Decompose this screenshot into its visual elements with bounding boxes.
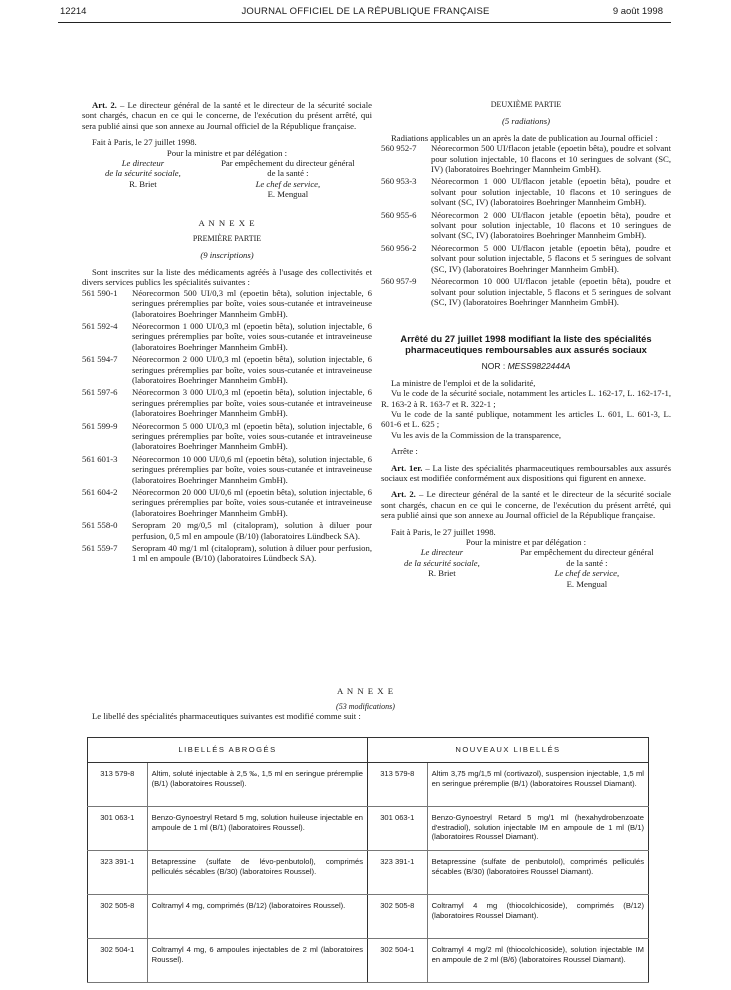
list-item bbox=[82, 321, 372, 352]
entry-code: 561 597-6 bbox=[82, 387, 118, 398]
right-part-count: (5 radiations) bbox=[501, 116, 551, 127]
table-row bbox=[88, 895, 649, 939]
cell-new-label: Altim 3,75 mg/1,5 ml (cortivazol), suspension injectable, 1,5 ml en seringue préremplie (B/1) (laboratoires Roussel Diamant). bbox=[427, 763, 648, 807]
cell-old-label: Altim, soluté injectable à 2,5 ‰, 1,5 ml en seringue préremplie (B/1) (laboratoires Roussel). bbox=[147, 763, 367, 807]
list-item bbox=[82, 454, 372, 485]
entry-text: Néorecormon 5 000 UI/flacon jetable (epoetin bêta), poudre et solvant pour solution injectable, 5 flacons et 5 seringues de solvant (SC, IV) (laboratoires Boehringer Mannheim GmbH). bbox=[431, 242, 671, 274]
cell-code-new: 302 504-1 bbox=[368, 939, 428, 983]
entry-code: 560 952-7 bbox=[381, 143, 417, 154]
cell-code-old: 323 391-1 bbox=[88, 851, 148, 895]
cell-old-label: Coltramyl 4 mg, 6 ampoules injectables de 2 ml (laboratoires Roussel). bbox=[147, 939, 367, 983]
list-item bbox=[82, 288, 372, 319]
page-header bbox=[0, 6, 731, 22]
left-part-count: (9 inscriptions) bbox=[200, 250, 254, 261]
decree-title: Arrêté du 27 juillet 1998 modifiant la liste des spécialités pharmaceutiques remboursables aux assurés sociaux bbox=[400, 333, 652, 356]
left-intro: Sont inscrites sur la liste des médicaments agréés à l'usage des collectivités et divers services publics les spécialités suivantes : bbox=[82, 266, 372, 288]
left-fait: Fait à Paris, le 27 juillet 1998. bbox=[92, 137, 197, 148]
cell-code-old: 313 579-8 bbox=[88, 763, 148, 807]
entry-code: 560 956-2 bbox=[381, 242, 417, 253]
entry-text: Néorecormon 500 UI/flacon jetable (epoetin bêta), poudre et solvant pour solution injectable, 10 flacons et 10 seringues de solvant (SC, IV) (laboratoires Boehringer Mannheim GmbH). bbox=[431, 143, 671, 175]
entry-text: Néorecormon 10 000 UI/0,6 ml (epoetin bêta), solution injectable, 6 seringues préremplies par boîte, voies sous-cutanée et intraveineuse (laboratoires Boehringer Mannheim GmbH). bbox=[132, 453, 372, 485]
entry-text: Néorecormon 2 000 UI/0,3 ml (epoetin bêta), solution injectable, 6 seringues préremplies par boîte, voies sous-cutanée et intraveineuse (laboratoires Boehringer Mannheim GmbH). bbox=[132, 354, 372, 385]
table-row bbox=[88, 763, 649, 807]
left-signature-briet: R. Briet bbox=[129, 178, 157, 189]
entry-text: Seropram 40 mg/1 ml (citalopram), solution à diluer pour perfusion, 1 ml en ampoule (B/10) (laboratoires Lündbeck SA). bbox=[132, 543, 372, 564]
entry-text: Néorecormon 10 000 UI/flacon jetable (epoetin bêta), poudre et solvant pour solution injectable, 5 flacons et 5 seringues de solvant (SC, IV) (laboratoires Boehringer Mannheim GmbH). bbox=[431, 276, 671, 307]
cell-new-label: Coltramyl 4 mg/2 ml (thiocolchicoside), solution injectable IM en ampoule de 2 ml (B/6) (laboratoires Roussel Diamant). bbox=[427, 939, 648, 983]
list-item bbox=[381, 176, 671, 207]
left-entries bbox=[82, 288, 372, 564]
right-pour: Pour la ministre et par délégation : bbox=[465, 537, 587, 547]
entry-text: Néorecormon 5 000 UI/0,3 ml (epoetin bêta), solution injectable, 6 seringues préremplies par boîte, voies sous-cutanée et intraveineuse (laboratoires Boehringer Mannheim GmbH). bbox=[132, 420, 372, 452]
entry-code: 561 594-7 bbox=[82, 354, 118, 365]
entry-text: Néorecormon 20 000 UI/0,6 ml (epoetin bêta), solution injectable, 6 seringues préremplies par boîte, voies sous-cutanée et intraveineuse (laboratoires Boehringer Mannheim GmbH). bbox=[132, 487, 372, 518]
entry-code: 561 592-4 bbox=[82, 320, 118, 331]
cell-code-new: 302 505-8 bbox=[368, 895, 428, 939]
entry-text: Néorecormon 500 UI/0,3 ml (epoetin bêta), solution injectable, 6 seringues préremplies par boîte, voies sous-cutanée et intraveineuse (laboratoires Boehringer Mannheim GmbH). bbox=[132, 287, 372, 319]
cell-code-old: 302 504-1 bbox=[88, 939, 148, 983]
right-column: DEUXIÈME PARTIE (5 radiations) Radiations applicables un an après la date de publication au Journal officiel : 560 952-7 Néorecormon 500 UI/flacon jetable (epoetin bêta), poudre et solvant pour solution injectable, 10 flacons et 10 seringues de solvant (SC, IV) (laboratoires Boehringer Mannheim GmbH). 560 953-3 Néorecormon 1 000 UI/flacon jetable (epoetin bêta), poudre et solvant pour solution injectable, 10 flacons et 10 seringues de solvant (SC, IV) (laboratoires Boehringer Mannheim GmbH). 560 955-6 Néorecormon 2 000 UI/flacon jetable (epoetin bêta), poudre et solvant pour solution injectable, 10 flacons et 10 seringues de solvant (SC, IV) (laboratoires Boehringer Mannheim GmbH). 560 956-2 Néorecormon 5 000 UI/flacon jetable (epoetin bêta), poudre et solvant pour solution injectable, 5 flacons et 5 seringues de solvant (SC, IV) (laboratoires Boehringer Mannheim GmbH). 560 957-9 Néorecormon 10 000 UI/flacon jetable (epoetin bêta), poudre et solvant pour solution injectable, 5 flacons et 5 seringues de solvant (SC, IV) (laboratoires Boehringer Mannheim GmbH). Arrêté du 27 juillet 1998 modifiant la liste des spécialités pharmaceutiques remboursables aux assurés sociaux NOR : MESS9822444A La ministre de l'emploi et de la solidarité, Vu le code de la sécurité sociale, notamment les articles L. 162-17, L. 162-17-1, R. 163-2 à R. 163-7 et R. 322-1 ; Vu le code de la santé publique, notamment les articles L. 601, L. 601-3, L. 601-6 et L. 625 ; Vu les avis de la Commission de la transparence, Arrête : Art. 1er. – La liste des spécialités pharmaceutiques remboursables aux assurés sociaux est modifiée conformément aux dispositions qui figurent en annexe. Art. 2. – Le directeur général de la santé et le directeur de la sécurité sociale sont chargés, chacun en ce qui le concerne, de l'exécution du présent arrêté, qui sera publié ainsi que son annexe au Journal officiel de la République française. Fait à Paris, le 27 juillet 1998. Pour la ministre et par délégation : Le directeur Par empêchement du directeur général de la sécurité sociale, de la santé : R. Briet Le chef de service, E. Mengual bbox=[381, 100, 672, 589]
nor-reference: NOR : MESS9822444A bbox=[481, 361, 571, 372]
entry-code: 561 559-7 bbox=[82, 543, 118, 554]
table-row bbox=[88, 807, 649, 851]
table-row bbox=[88, 851, 649, 895]
col-header-nouveaux: NOUVEAUX LIBELLÉS bbox=[368, 738, 649, 763]
modifications-table bbox=[87, 737, 649, 983]
issue-date: 9 août 1998 bbox=[612, 6, 663, 17]
cell-code-old: 301 063-1 bbox=[88, 807, 148, 851]
cell-old-label: Betapressine (sulfate de lévo-penbutolol), comprimés pelliculés sécables (B/30) (laboratoires Roussel). bbox=[147, 851, 367, 895]
cell-new-label: Coltramyl 4 mg (thiocolchicoside), comprimés (B/12) (laboratoires Roussel Diamant). bbox=[427, 895, 648, 939]
right-intro: Radiations applicables un an après la date de publication au Journal officiel : bbox=[391, 132, 658, 143]
cell-code-new: 323 391-1 bbox=[368, 851, 428, 895]
right-signature-briet: R. Briet bbox=[428, 568, 456, 579]
left-annexe-title: A N N E X E bbox=[198, 217, 256, 228]
decree-vu-3: Vu les avis de la Commission de la transparence, bbox=[391, 429, 562, 440]
left-signature-mengual: E. Mengual bbox=[267, 189, 309, 200]
entry-text: Néorecormon 1 000 UI/0,3 ml (epoetin bêta), solution injectable, 6 seringues préremplies par boîte, voies sous-cutanée et intraveineuse (laboratoires Boehringer Mannheim GmbH). bbox=[132, 320, 372, 352]
cell-code-new: 313 579-8 bbox=[368, 763, 428, 807]
left-pour: Pour la ministre et par délégation : bbox=[166, 147, 288, 158]
decree-vu-2: Vu le code de la santé publique, notamment les articles L. 601, L. 601-3, L. 601-6 et L. 625 ; bbox=[381, 408, 671, 430]
decree-art2: Art. 2. – Le directeur général de la santé et le directeur de la sécurité sociale sont chargés, chacun en ce qui le concerne, de l'exécution du présent arrêté, qui sera publié ainsi que son annexe au Journal officiel de la République française. bbox=[381, 489, 671, 521]
entry-code: 561 590-1 bbox=[82, 287, 118, 298]
entry-code: 560 955-6 bbox=[381, 209, 417, 220]
table-row bbox=[88, 939, 649, 983]
page-number: 12214 bbox=[60, 6, 87, 17]
list-item bbox=[381, 143, 671, 174]
right-signature-mengual: E. Mengual bbox=[566, 578, 608, 589]
left-part-title: PREMIÈRE PARTIE bbox=[192, 234, 262, 244]
left-column: Art. 2. – Le directeur général de la santé et le directeur de la sécurité sociale sont chargés, chacun en ce qui le concerne, de l'exécution du présent arrêté, qui sera publié ainsi que son annexe au Journal officiel de la République française. Fait à Paris, le 27 juillet 1998. Pour la ministre et par délégation : Le directeur Par empêchement du directeur général de la sécurité sociale, de la santé : R. Briet Le chef de service, E. Mengual A N N E X E PREMIÈRE PARTIE (9 inscriptions) Sont inscrites sur la liste des médicaments agréés à l'usage des collectivités et divers services publics les spécialités suivantes : 561 590-1 Néorecormon 500 UI/0,3 ml (epoetin bêta), solution injectable, 6 seringues préremplies par boîte, voies sous-cutanée et intraveineuse (laboratoires Boehringer Mannheim GmbH). 561 592-4 Néorecormon 1 000 UI/0,3 ml (epoetin bêta), solution injectable, 6 seringues préremplies par boîte, voies sous-cutanée et intraveineuse (laboratoires Boehringer Mannheim GmbH). 561 594-7 Néorecormon 2 000 UI/0,3 ml (epoetin bêta), solution injectable, 6 seringues préremplies par boîte, voies sous-cutanée et intraveineuse (laboratoires Boehringer Mannheim GmbH). 561 597-6 Néorecormon 3 000 UI/0,3 ml (epoetin bêta), solution injectable, 6 seringues préremplies par boîte, voies sous-cutanée et intraveineuse (laboratoires Boehringer Mannheim GmbH). 561 599-9 Néorecormon 5 000 UI/0,3 ml (epoetin bêta), solution injectable, 6 seringues préremplies par boîte, voies sous-cutanée et intraveineuse (laboratoires Boehringer Mannheim GmbH). 561 601-3 Néorecormon 10 000 UI/0,6 ml (epoetin bêta), solution injectable, 6 seringues préremplies par boîte, voies sous-cutanée et intraveineuse (laboratoires Boehringer Mannheim GmbH). 561 604-2 Néorecormon 20 000 UI/0,6 ml (epoetin bêta), solution injectable, 6 seringues préremplies par boîte, voies sous-cutanée et intraveineuse (laboratoires Boehringer Mannheim GmbH). 561 558-0 Seropram 20 mg/0,5 ml (citalopram), solution à diluer pour perfusion, 0,5 ml en ampoule (B/10) (laboratoires Lündbeck SA). 561 559-7 Seropram 40 mg/1 ml (citalopram), solution à diluer pour perfusion, 1 ml en ampoule (B/10) (laboratoires Lündbeck SA). bbox=[82, 100, 372, 564]
list-item bbox=[82, 487, 372, 518]
entry-text: Néorecormon 3 000 UI/0,3 ml (epoetin bêta), solution injectable, 6 seringues préremplies par boîte, voies sous-cutanée et intraveineuse (laboratoires Boehringer Mannheim GmbH). bbox=[132, 387, 372, 419]
cell-code-new: 301 063-1 bbox=[368, 807, 428, 851]
entry-code: 561 604-2 bbox=[82, 487, 118, 497]
decree-minister: La ministre de l'emploi et de la solidarité, bbox=[391, 377, 536, 388]
annexe2-intro: Le libellé des spécialités pharmaceutiques suivantes est modifié comme suit : bbox=[92, 711, 361, 721]
cell-new-label: Betapressine (sulfate de penbutolol), comprimés pelliculés sécables (B/30) (laboratoires Roussel Diamant). bbox=[427, 851, 648, 895]
list-item bbox=[82, 520, 372, 541]
annexe-modifications bbox=[0, 686, 731, 721]
cell-old-label: Benzo-Gynoestryl Retard 5 mg, solution huileuse injectable en ampoule de 1 ml (B/1) (laboratoires Roussel). bbox=[147, 807, 367, 851]
annexe2-title: A N N E X E bbox=[336, 686, 395, 696]
entry-code: 561 558-0 bbox=[82, 520, 118, 531]
annexe2-count: (53 modifications) bbox=[336, 702, 395, 711]
entry-text: Seropram 20 mg/0,5 ml (citalopram), solution à diluer pour perfusion, 0,5 ml en ampoule (B/10) (laboratoires Lündbeck SA). bbox=[132, 520, 372, 541]
list-item bbox=[381, 243, 671, 274]
list-item bbox=[82, 354, 372, 385]
cell-new-label: Benzo-Gynoestryl Retard 5 mg/1 ml (hexahydrobenzoate d'estradiol), solution injectable IM en ampoule de 1 ml (B/1) (laboratoires Roussel Diamant). bbox=[427, 807, 648, 851]
left-art2: Art. 2. – Le directeur général de la santé et le directeur de la sécurité sociale sont chargés, chacun en ce qui le concerne, de l'exécution du présent arrêté, qui sera publié ainsi que son annexe au Journal officiel de la République française. bbox=[82, 100, 372, 131]
decree-arrete: Arrête : bbox=[391, 446, 418, 457]
list-item bbox=[381, 210, 671, 241]
entry-text: Néorecormon 2 000 UI/flacon jetable (epoetin bêta), poudre et solvant pour solution injectable, 10 flacons et 10 seringues de solvant (SC, IV) (laboratoires Boehringer Mannheim GmbH). bbox=[431, 209, 671, 241]
entry-code: 561 599-9 bbox=[82, 420, 118, 431]
list-item bbox=[82, 421, 372, 452]
cell-old-label: Coltramyl 4 mg, comprimés (B/12) (laboratoires Roussel). bbox=[147, 895, 367, 939]
entry-text: Néorecormon 1 000 UI/flacon jetable (epoetin bêta), poudre et solvant pour solution injectable, 10 flacons et 10 seringues de solvant (SC, IV) (laboratoires Boehringer Mannheim GmbH). bbox=[431, 176, 671, 208]
right-part-title: DEUXIÈME PARTIE bbox=[490, 100, 562, 109]
journal-title: JOURNAL OFFICIEL DE LA RÉPUBLIQUE FRANÇAISE bbox=[241, 6, 490, 17]
decree-vu-1: Vu le code de la sécurité sociale, notamment les articles L. 162-17, L. 162-17-1, R. 163-2 à R. 163-7 et R. 322-1 ; bbox=[381, 388, 671, 409]
header-rule bbox=[58, 22, 671, 23]
cell-code-old: 302 505-8 bbox=[88, 895, 148, 939]
list-item bbox=[82, 543, 372, 564]
col-header-abroges: LIBELLÉS ABROGÉS bbox=[88, 738, 368, 763]
right-fait: Fait à Paris, le 27 juillet 1998. bbox=[391, 526, 496, 537]
list-item bbox=[381, 276, 671, 307]
entry-code: 561 601-3 bbox=[82, 453, 118, 464]
decree-art1: Art. 1er. – La liste des spécialités pharmaceutiques remboursables aux assurés sociaux est modifiée conformément aux dispositions qui figurent en annexe. bbox=[381, 462, 672, 483]
entry-code: 560 957-9 bbox=[381, 276, 417, 287]
entry-code: 560 953-3 bbox=[381, 176, 417, 187]
right-entries bbox=[381, 143, 671, 307]
list-item bbox=[82, 387, 372, 418]
